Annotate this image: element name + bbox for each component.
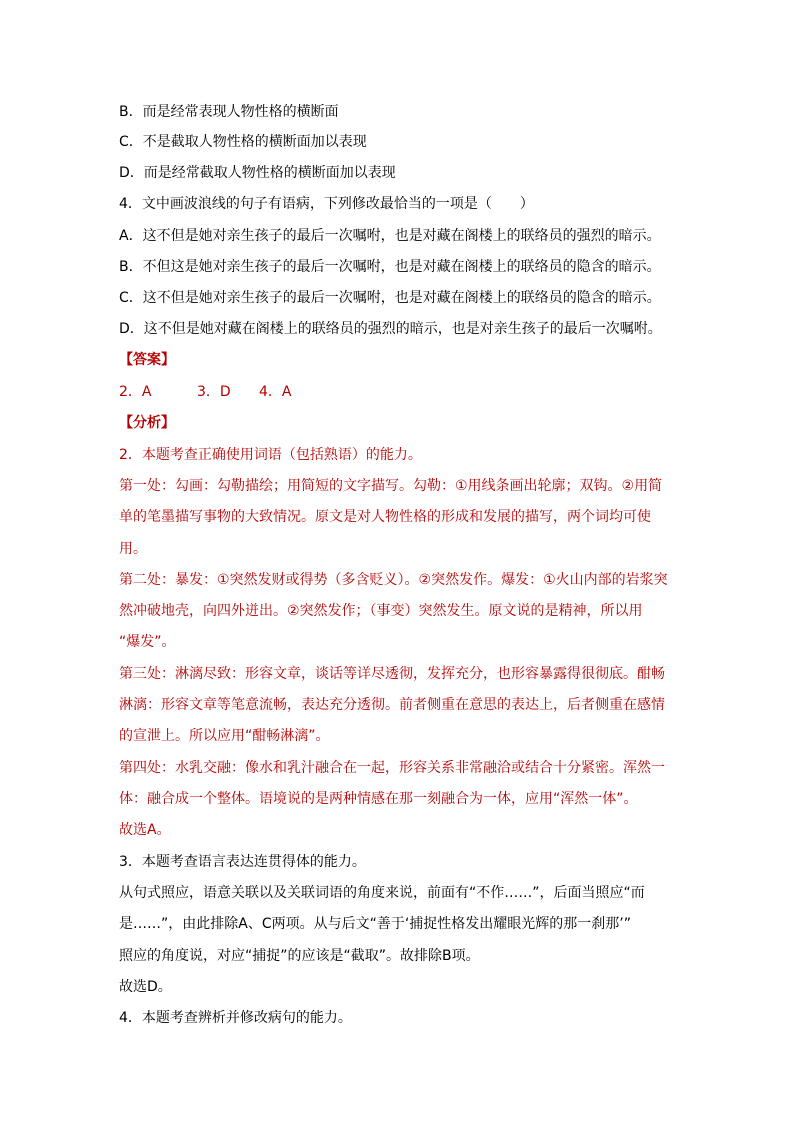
option-q4-b: B．不但这是她对亲生孩子的最后一次嘱咐，也是对藏在阁楼上的联络员的隐含的暗示。 [119, 259, 661, 275]
option-q4-d: D．这不但是她对藏在阁楼上的联络员的强烈的暗示，也是对亲生孩子的最后一次嘱咐。 [119, 321, 662, 337]
analysis-heading: 【分析】 [119, 415, 175, 431]
option-q3-d: D．而是经常截取人物性格的横断面加以表现 [119, 165, 396, 181]
analysis-line: 然冲破地壳，向四外迸出。②突然发作；（事变）突然发生。原文说的是精神，所以用 [119, 603, 643, 619]
answer-2: 2．A [119, 384, 152, 400]
analysis-line: 体：融合成一个整体。语境说的是两种情感在那一刻融合为一体，应用“浑然一体”。 [119, 791, 638, 807]
question-4-stem: 4．文中画波浪线的句子有语病，下列修改最恰当的一项是（ ） [119, 196, 534, 212]
analysis-line: 照应的角度说，对应“捕捉”的应该是“截取”。故排除B项。 [119, 948, 480, 964]
answer-list [119, 382, 291, 402]
answer-3: 3．D [197, 384, 231, 400]
analysis-line: 单的笔墨描写事物的大致情况。原文是对人物性格的形成和发展的描写，两个词均可使 [119, 509, 651, 525]
analysis-line: 故选A。 [119, 822, 171, 838]
analysis-line: 的宣泄上。所以应用“酣畅淋漓”。 [119, 728, 330, 744]
answer-heading: 【答案】 [119, 352, 175, 368]
analysis-line: 3．本题考查语言表达连贯得体的能力。 [119, 854, 366, 870]
analysis-line: 从句式照应，语意关联以及关联词语的角度来说，前面有“不作……”，后面当照应“而 [119, 885, 645, 901]
analysis-line: 2．本题考查正确使用词语（包括熟语）的能力。 [119, 447, 422, 463]
option-q4-a: A．这不但是她对亲生孩子的最后一次嘱咐，也是对藏在阁楼上的联络员的强烈的暗示。 [119, 228, 661, 244]
analysis-line: 第一处：勾画：勾勒描绘；用简短的文字描写。勾勒：①用线条画出轮廓；双钩。②用简 [119, 478, 663, 494]
analysis-line: 第三处：淋漓尽致：形容文章，谈话等详尽透彻，发挥充分，也形容暴露得很彻底。酣畅 [119, 666, 665, 682]
analysis-line: 是……”，由此排除A、C两项。从与后文“善于‘捕捉性格发出耀眼光辉的那一刹那’” [119, 916, 632, 932]
option-q3-b: B．而是经常表现人物性格的横断面 [119, 104, 339, 120]
analysis-line: 故选D。 [119, 979, 172, 995]
answer-4: 4．A [259, 384, 292, 400]
analysis-line: 用。 [119, 541, 147, 557]
option-q4-c: C．这不但是她对亲生孩子的最后一次嘱咐，也是对藏在阁楼上的联络员的隐含的暗示。 [119, 290, 661, 306]
analysis-line: “爆发”。 [119, 634, 176, 650]
analysis-line: 淋漓：形容文章等笔意流畅，表达充分透彻。前者侧重在意思的表达上，后者侧重在感情 [119, 697, 665, 713]
analysis-line: 第四处：水乳交融：像水和乳汁融合在一起，形容关系非常融洽或结合十分紧密。浑然一 [119, 760, 665, 776]
analysis-line: 第二处：暴发：①突然发财或得势（多含贬义）。②突然发作。爆发：①火山内部的岩浆突 [119, 572, 668, 588]
option-q3-c: C．不是截取人物性格的横断面加以表现 [119, 134, 367, 150]
analysis-line: 4．本题考查辨析并修改病句的能力。 [119, 1010, 352, 1026]
